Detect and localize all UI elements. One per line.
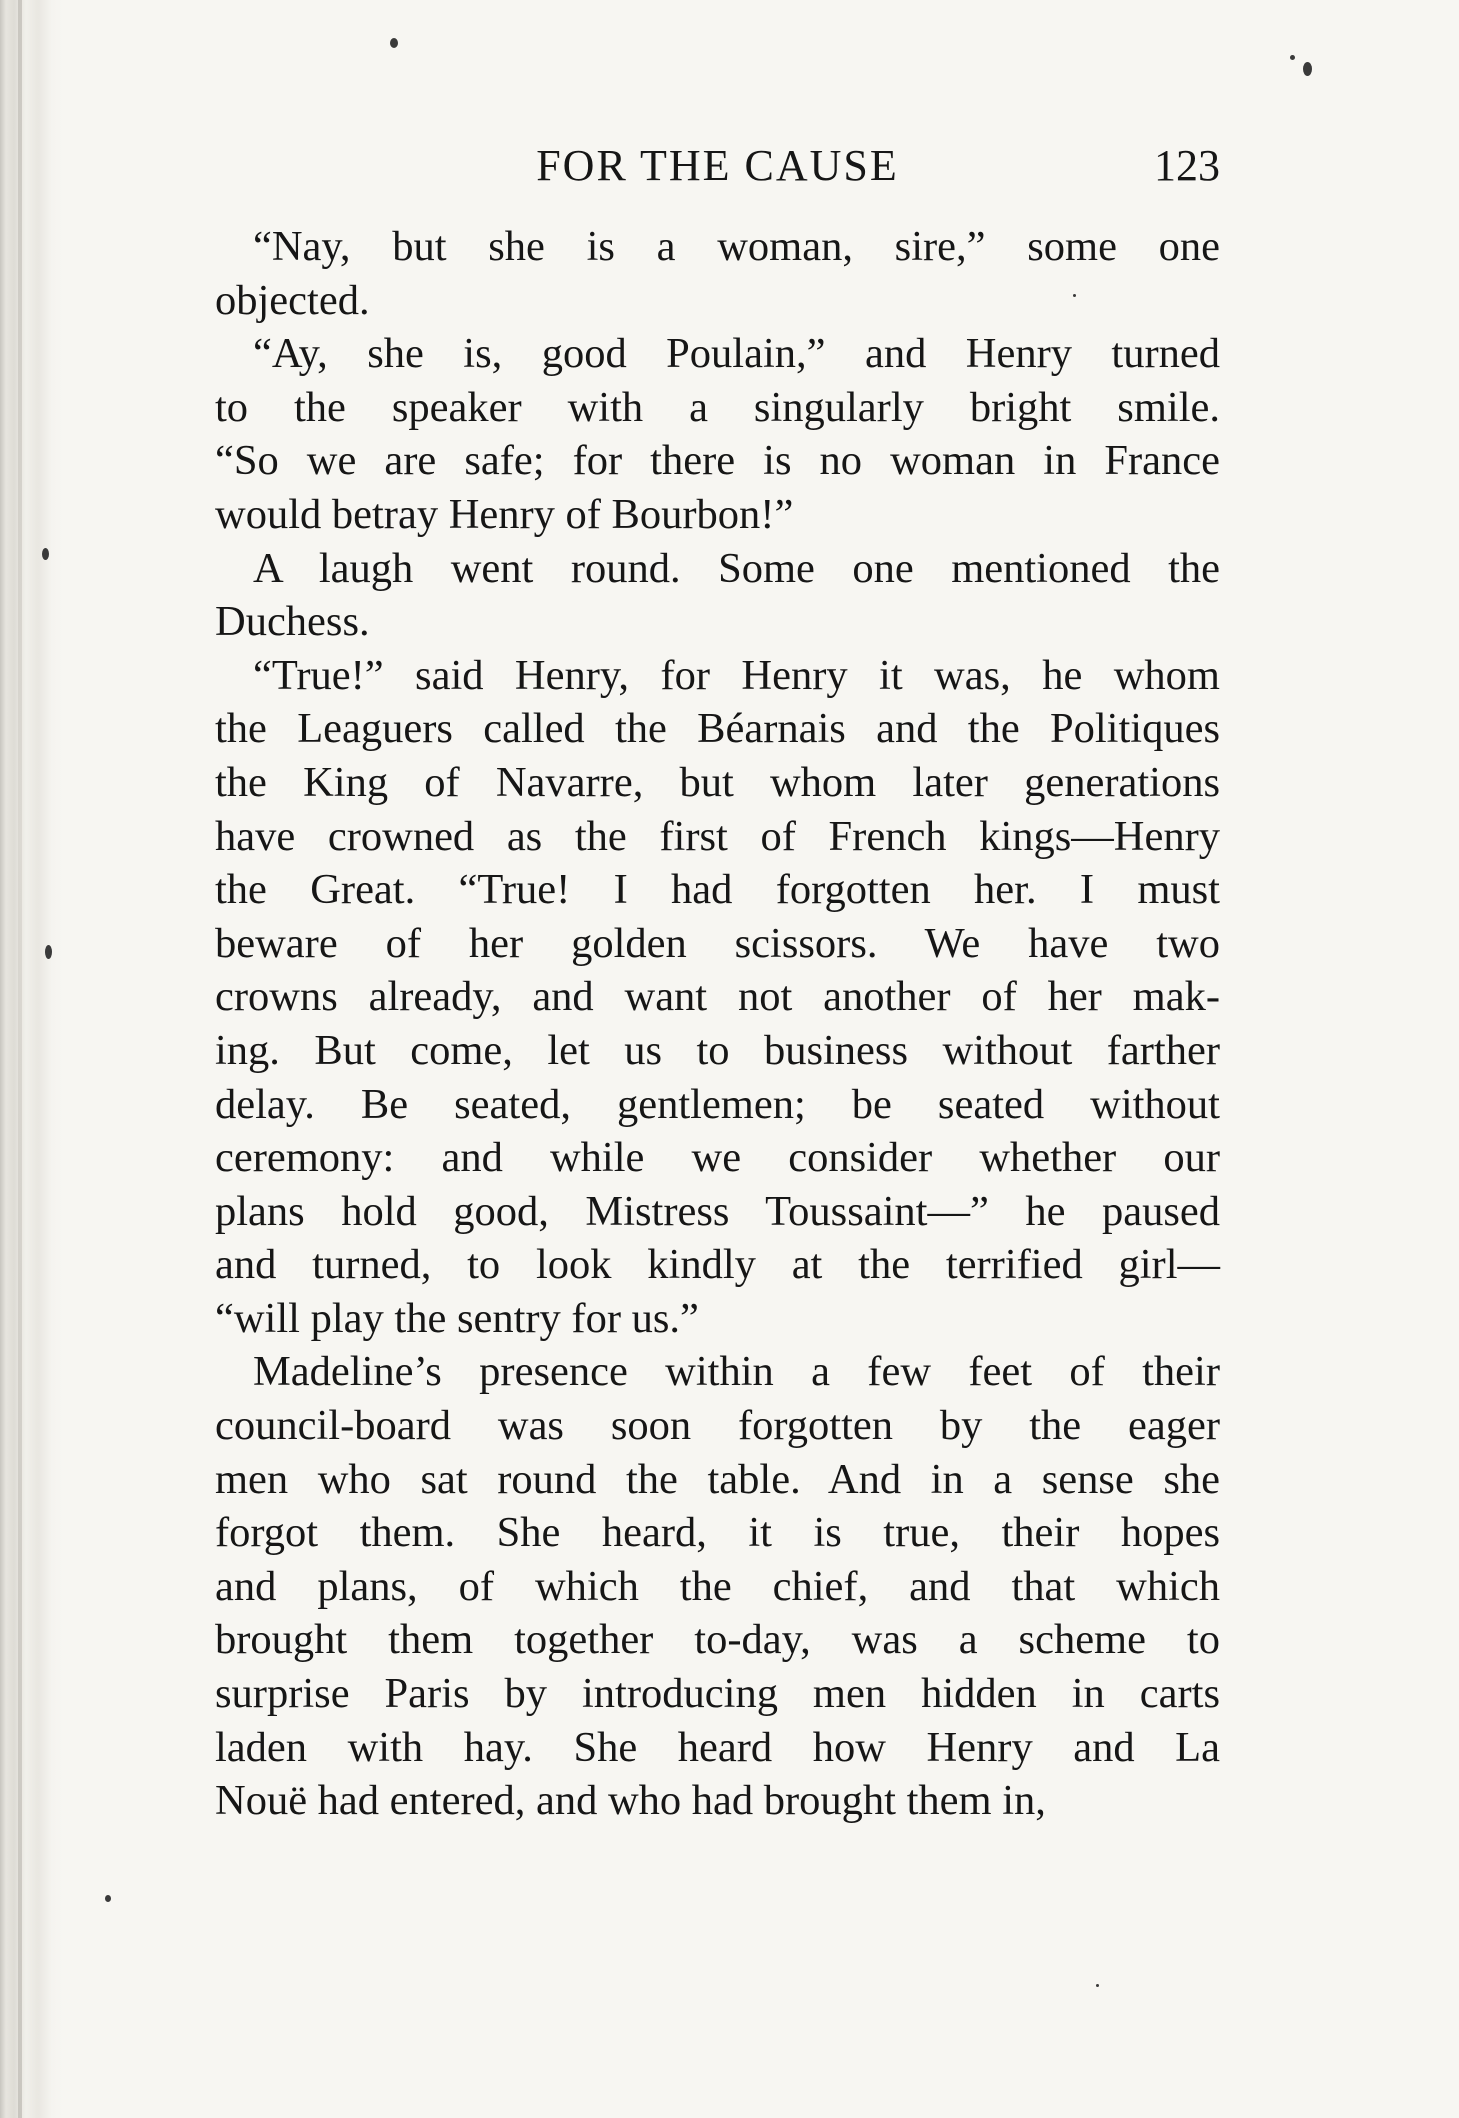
text-line: crowns already, and want not another of her mak- [215, 973, 1220, 1021]
text-line: objected. [215, 276, 370, 324]
text-line: ing. But come, let us to business without farther [215, 1026, 1220, 1074]
ink-speck [1290, 55, 1295, 60]
text-line: to the speaker with a singularly bright smile. [215, 383, 1220, 431]
text-line: Duchess. [215, 598, 370, 646]
ink-speck [42, 548, 49, 560]
binding-shadow [0, 0, 64, 2118]
paragraph [215, 327, 1220, 541]
text-line: have crowned as the first of French kings—Henry [215, 812, 1220, 860]
paragraph [215, 220, 1220, 327]
text-line: plans hold good, Mistress Toussaint—” he paused [215, 1187, 1220, 1235]
text-line: Nouë had entered, and who had brought them in, [215, 1777, 1046, 1825]
paragraph [215, 542, 1220, 649]
text-line: the Leaguers called the Béarnais and the Politiques [215, 705, 1220, 753]
text-line: Madeline’s presence within a few feet of their [253, 1348, 1220, 1396]
text-line: “So we are safe; for there is no woman in France [215, 437, 1220, 485]
binding-edge [18, 0, 22, 2118]
body-text [215, 220, 1220, 1828]
text-line: council-board was soon forgotten by the eager [215, 1402, 1220, 1450]
ink-speck [45, 945, 52, 959]
text-line: forgot them. She heard, it is true, their hopes [215, 1509, 1220, 1557]
text-line: delay. Be seated, gentlemen; be seated without [215, 1080, 1220, 1128]
running-title: FOR THE CAUSE [536, 141, 899, 190]
text-line: laden with hay. She heard how Henry and La [215, 1723, 1220, 1771]
page-number: 123 [1154, 141, 1220, 190]
text-line: beware of her golden scissors. We have two [215, 919, 1220, 967]
ink-speck [390, 38, 398, 48]
text-line: men who sat round the table. And in a sense she [215, 1455, 1220, 1503]
text-line: “Nay, but she is a woman, sire,” some one [253, 223, 1220, 270]
text-line: ceremony: and while we consider whether our [215, 1134, 1220, 1182]
ink-speck [1303, 62, 1312, 76]
page-header [215, 138, 1220, 194]
text-line: “will play the sentry for us.” [215, 1294, 699, 1342]
ink-speck [1096, 1984, 1099, 1987]
paragraph [215, 649, 1220, 1346]
text-line: “Ay, she is, good Poulain,” and Henry turned [253, 330, 1220, 378]
text-line: the King of Navarre, but whom later generations [215, 758, 1220, 806]
text-line: the Great. “True! I had forgotten her. I must [215, 866, 1220, 914]
text-line: “True!” said Henry, for Henry it was, he whom [253, 651, 1220, 699]
text-line: and turned, to look kindly at the terrified girl— [215, 1241, 1220, 1289]
text-line: A laugh went round. Some one mentioned the [253, 544, 1220, 592]
text-line: surprise Paris by introducing men hidden in carts [215, 1670, 1220, 1718]
text-line: would betray Henry of Bourbon!” [215, 490, 794, 538]
text-line: and plans, of which the chief, and that which [215, 1562, 1220, 1610]
paragraph [215, 1345, 1220, 1827]
ink-speck [105, 1895, 111, 1902]
text-line: brought them together to-day, was a scheme to [215, 1616, 1220, 1664]
